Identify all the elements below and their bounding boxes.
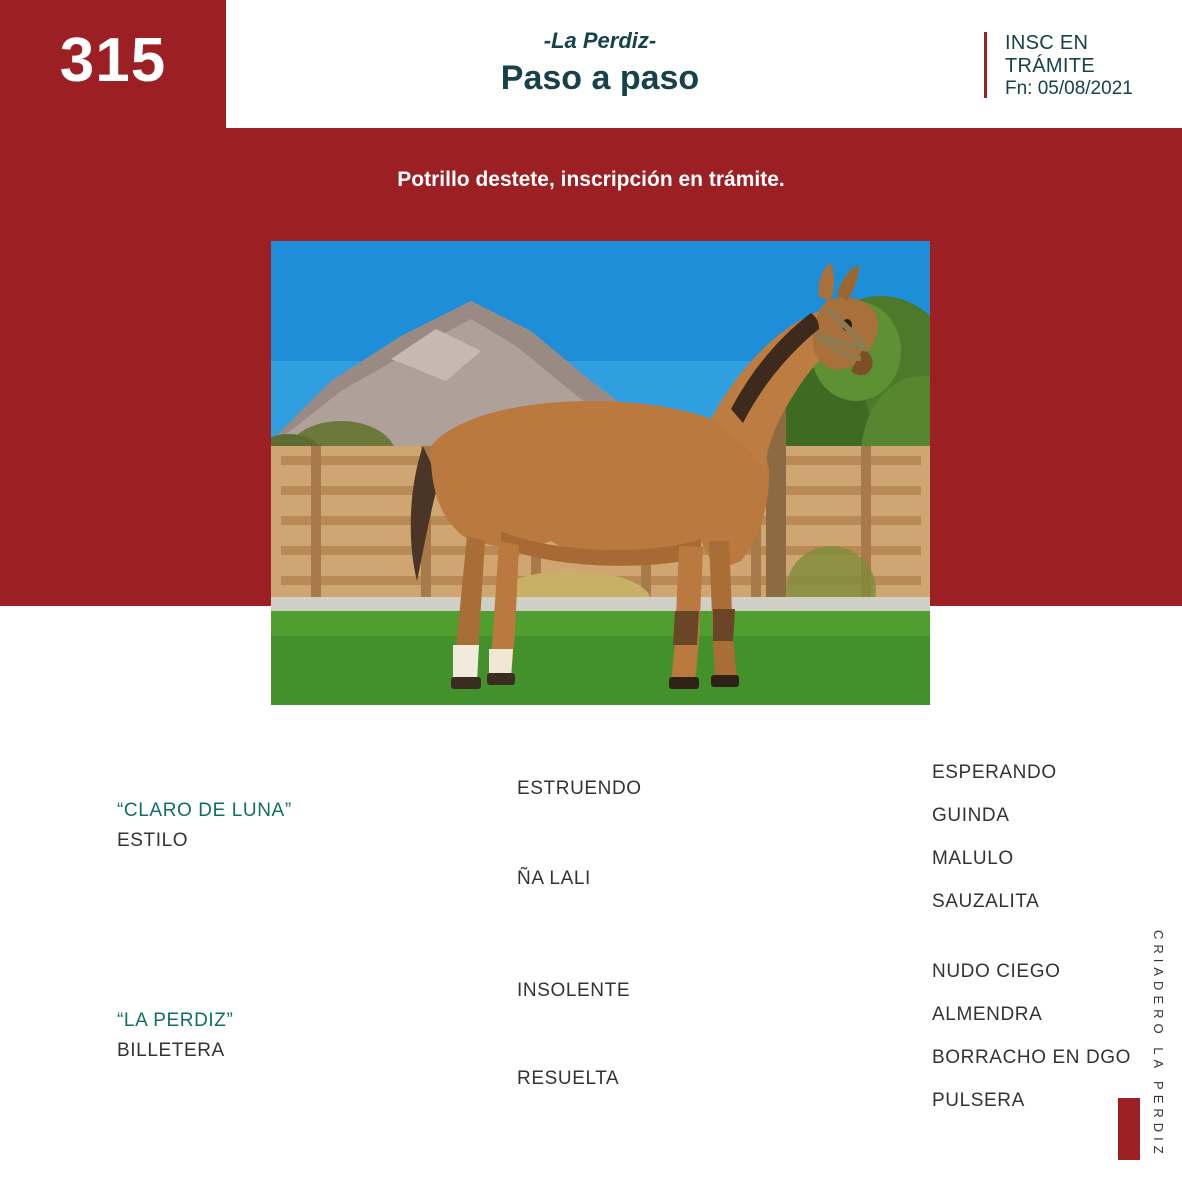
corner-accent-mark [1118, 1098, 1140, 1160]
list-item: ALMENDRA [932, 1004, 1043, 1025]
list-item: ESPERANDO [932, 762, 1057, 783]
list-item: PULSERA [932, 1090, 1025, 1111]
lot-number: 315 [59, 26, 167, 95]
title-block [300, 28, 900, 99]
list-item: SAUZALITA [932, 891, 1040, 912]
animal-photo [271, 241, 930, 705]
list-item: BORRACHO EN DGO [932, 1047, 1132, 1068]
list-item: ÑA LALI [517, 868, 591, 889]
list-item: GUINDA [932, 805, 1010, 826]
pedigree-sire [117, 800, 292, 852]
list-item: ESTRUENDO [517, 778, 642, 799]
pedigree-dam [117, 1010, 233, 1062]
sire-name: ESTILO [117, 830, 189, 851]
sire-breeder: “CLARO DE LUNA” [117, 800, 292, 821]
pedigree-chart [0, 740, 1182, 1140]
animal-name: Paso a paso [500, 59, 700, 98]
dam-breeder: “LA PERDIZ” [117, 1010, 234, 1031]
list-item: NUDO CIEGO [932, 961, 1061, 982]
description-text: Potrillo destete, inscripción en trámite. [397, 168, 785, 191]
lot-number-tab [0, 0, 226, 128]
list-item: RESUELTA [517, 1068, 620, 1089]
dam-name: BILLETERA [117, 1040, 225, 1061]
animal-photo-illustration [271, 241, 930, 705]
list-item: MALULO [932, 848, 1014, 869]
birth-date: Fn: 05/08/2021 [1005, 78, 1133, 99]
status-block [984, 32, 1182, 98]
list-item: INSOLENTE [517, 980, 631, 1001]
breeder-vertical-label: CRIADERO LA PERDIZ [1151, 930, 1166, 1159]
status-badge: INSC EN TRÁMITE [1005, 32, 1095, 77]
breeder-prefix: -La Perdiz- [543, 28, 657, 53]
